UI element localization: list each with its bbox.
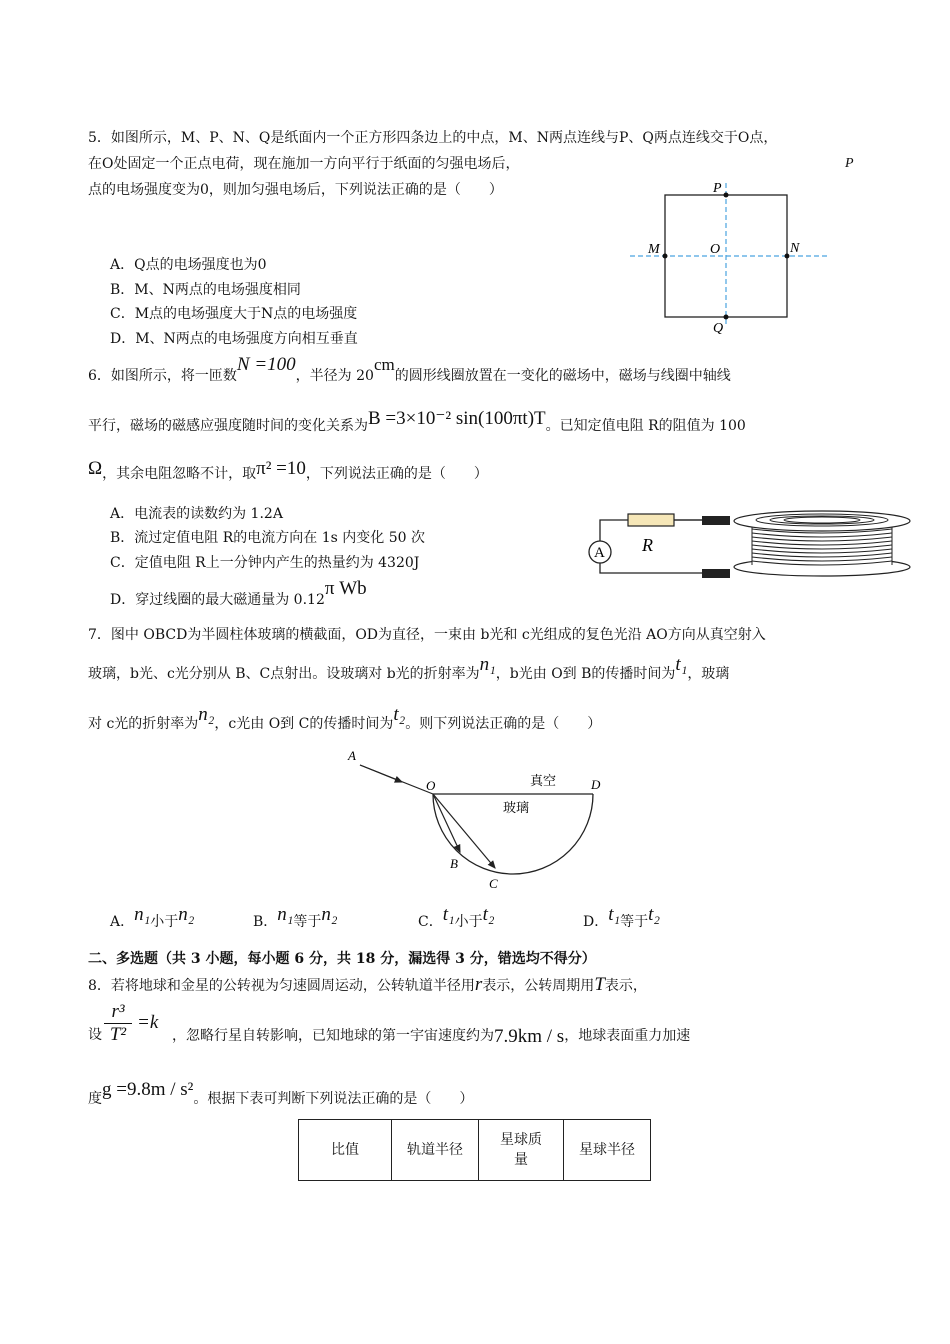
q6-circuit-figure	[582, 505, 912, 595]
label-p: P	[713, 181, 722, 196]
q6-l3b: ，下列说法正确的是（ ）	[305, 466, 488, 482]
q6-option-c: C．定值电阻 R上一分钟内产生的热量约为 4320J	[110, 555, 420, 571]
q8-frac-denominator: T²	[109, 1024, 127, 1045]
q7-l3a: 对 c光的折射率为	[88, 716, 199, 732]
q8-l1c: 表示，	[604, 978, 647, 994]
q7-t2: t₂	[393, 704, 406, 725]
q8-line3	[88, 1079, 474, 1108]
label-n: N	[790, 241, 800, 256]
label-o: O	[710, 242, 721, 257]
q6-optd-text: D．穿过线圈的最大磁通量为 0.12	[110, 592, 325, 608]
q8-equals-k: =k	[137, 1012, 159, 1033]
label-m: M	[648, 242, 660, 257]
q8-l1a: 8．若将地球和金星的公转视为匀速圆周运动，公转轨道半径用	[88, 978, 475, 994]
q7-opta-letter: A．	[110, 914, 135, 930]
q7-optb-m1: n₁	[277, 904, 294, 925]
q7-optd-m1: t₁	[608, 904, 621, 925]
label-glass: 玻璃	[503, 800, 530, 815]
q7-l2a: 玻璃，b光、c光分别从 B、C点射出。设玻璃对 b光的折射率为	[88, 666, 480, 682]
q7-semicircle-figure	[340, 740, 620, 895]
q5-line1: 5．如图所示，M、P、N、Q是纸面内一个正方形四条边上的中点，M、N两点连线与P、Q两点连线交于O点，	[88, 130, 778, 146]
q8-l2a: ，忽略行星自转影响，已知地球的第一宇宙速度约为	[172, 1028, 494, 1044]
circuit-wire-bottom	[600, 563, 702, 573]
q5-option-b: B．M、N两点的电场强度相同	[110, 282, 301, 298]
q6-option-b: B．流过定值电阻 R的电流方向在 1s 内变化 50 次	[110, 530, 425, 546]
label-q: Q	[713, 321, 724, 335]
connector-top	[702, 516, 730, 525]
q7-l3c: 。则下列说法正确的是（ ）	[405, 716, 602, 732]
q7-optc-m2: t₂	[482, 904, 495, 925]
q7-line3	[88, 704, 602, 733]
resistor	[628, 514, 674, 526]
q6-pi-squared: π² =10	[256, 458, 306, 479]
label-d: D	[591, 777, 601, 792]
connector-bottom	[702, 569, 730, 578]
point-q	[724, 315, 729, 320]
q6-omega: Ω	[88, 458, 103, 479]
q8-fraction	[104, 1001, 132, 1046]
q7-l2c: ，玻璃	[687, 666, 730, 682]
q7-option-c	[418, 904, 495, 931]
ray-ob	[433, 794, 460, 852]
ammeter-label: A	[594, 545, 605, 561]
q6-option-d	[110, 578, 367, 609]
label-a: A	[348, 748, 356, 763]
q7-n1: n₁	[479, 654, 496, 675]
point-n	[785, 254, 790, 259]
q8-line2	[172, 1026, 690, 1045]
q6-l3a: ，其余电阻忽略不计，取	[102, 466, 257, 482]
point-m	[663, 254, 668, 259]
q8-line1	[88, 976, 647, 995]
point-p	[724, 193, 729, 198]
q8-l3-prefix: 度	[88, 1091, 102, 1107]
q5-line2: 在O处固定一个正点电荷，现在施加一方向平行于纸面的匀强电场后，	[88, 156, 520, 172]
q6-line1	[88, 354, 731, 385]
q7-n2: n₂	[198, 704, 215, 725]
q5-option-a: A．Q点的电场强度也为0	[110, 257, 267, 273]
q7-optb-m2: n₂	[321, 904, 338, 925]
q6-line2	[88, 408, 746, 435]
table-header-planet-radius: 星球半径	[564, 1120, 651, 1181]
q8-velocity: 7.9km / s	[494, 1026, 565, 1047]
q7-line1: 7．图中 OBCD为半圆柱体玻璃的横截面，OD为直径，一束由 b光和 c光组成的复色光沿 AO方向从真空射入	[88, 627, 766, 643]
q5-option-c: C．M点的电场强度大于N点的电场强度	[110, 306, 358, 322]
q6-cm-unit: cm	[373, 355, 395, 374]
q8-l2b: ，地球表面重力加速	[564, 1028, 691, 1044]
q7-l3b: ，c光由 O到 C的传播时间为	[214, 716, 394, 732]
label-c: C	[489, 876, 498, 891]
q7-option-a	[110, 904, 195, 931]
q7-t1: t₁	[675, 654, 688, 675]
q6-line3	[88, 458, 488, 483]
q8-t: T	[594, 974, 605, 995]
q7-option-b	[253, 904, 338, 931]
q7-optc-m1: t₁	[442, 904, 455, 925]
q6-optd-math: π Wb	[324, 578, 367, 599]
q6-option-a: A．电流表的读数约为 1.2A	[110, 506, 283, 522]
q6-l2b: 。已知定值电阻 R的阻值为 100	[545, 418, 746, 434]
q8-r: r	[474, 974, 483, 995]
q7-opta-m2: n₂	[178, 904, 195, 925]
q6-l1b: ，半径为 20	[295, 368, 374, 384]
incident-ray-arrow	[360, 765, 402, 782]
label-vacuum: 真空	[530, 773, 557, 788]
q8-table	[298, 1119, 651, 1181]
q8-l1b: 表示，公转周期用	[482, 978, 595, 994]
q7-opta-word: 小于	[150, 914, 179, 930]
q7-optb-word: 等于	[293, 914, 322, 930]
q6-b-formula: B =3×10⁻² sin(100πt)T	[368, 408, 546, 429]
resistor-label: R	[642, 535, 653, 555]
q7-optd-word: 等于	[620, 914, 649, 930]
q7-optd-letter: D．	[583, 914, 609, 930]
q5-option-d: D．M、N两点的电场强度方向相互垂直	[110, 331, 358, 347]
q6-l1c: 的圆形线圈放置在一变化的磁场中，磁场与线圈中轴线	[394, 368, 731, 384]
q8-gravity: g =9.8m / s²	[102, 1079, 194, 1100]
q7-optc-letter: C．	[418, 914, 443, 930]
q5-square-figure	[620, 175, 835, 335]
section-2-heading: 二、多选题（共 3 小题，每小题 6 分，共 18 分，漏选得 3 分，错选均不得分）	[88, 951, 596, 967]
q7-l2b: ，b光由 O到 B的传播时间为	[495, 666, 676, 682]
label-o: O	[426, 778, 436, 793]
q7-optd-m2: t₂	[648, 904, 661, 925]
q5-line2-tail: P	[845, 156, 854, 171]
q7-line2	[88, 654, 730, 683]
q8-line2-prefix: 设	[88, 1027, 102, 1043]
table-header-orbit-radius: 轨道半径	[392, 1120, 479, 1181]
q7-option-d	[583, 904, 661, 931]
q8-frac-numerator: r³	[111, 1001, 125, 1022]
q6-l2a: 平行，磁场的磁感应强度随时间的变化关系为	[88, 418, 368, 434]
table-header-ratio: 比值	[299, 1120, 392, 1181]
q6-l1a: 6．如图所示，将一匝数	[88, 368, 237, 384]
label-b: B	[450, 856, 458, 871]
table-row	[299, 1120, 651, 1181]
q8-l3a: 。根据下表可判断下列说法正确的是（ ）	[193, 1091, 474, 1107]
table-header-planet-mass: 星球质量	[479, 1120, 564, 1181]
q5-line3: 点的电场强度变为0，则加匀强电场后，下列说法正确的是（ ）	[88, 182, 503, 198]
q7-opta-m1: n₁	[134, 904, 151, 925]
q7-optc-word: 小于	[454, 914, 483, 930]
coil	[734, 511, 910, 576]
q7-optb-letter: B．	[253, 914, 278, 930]
q6-n-value: N =100	[236, 354, 296, 375]
